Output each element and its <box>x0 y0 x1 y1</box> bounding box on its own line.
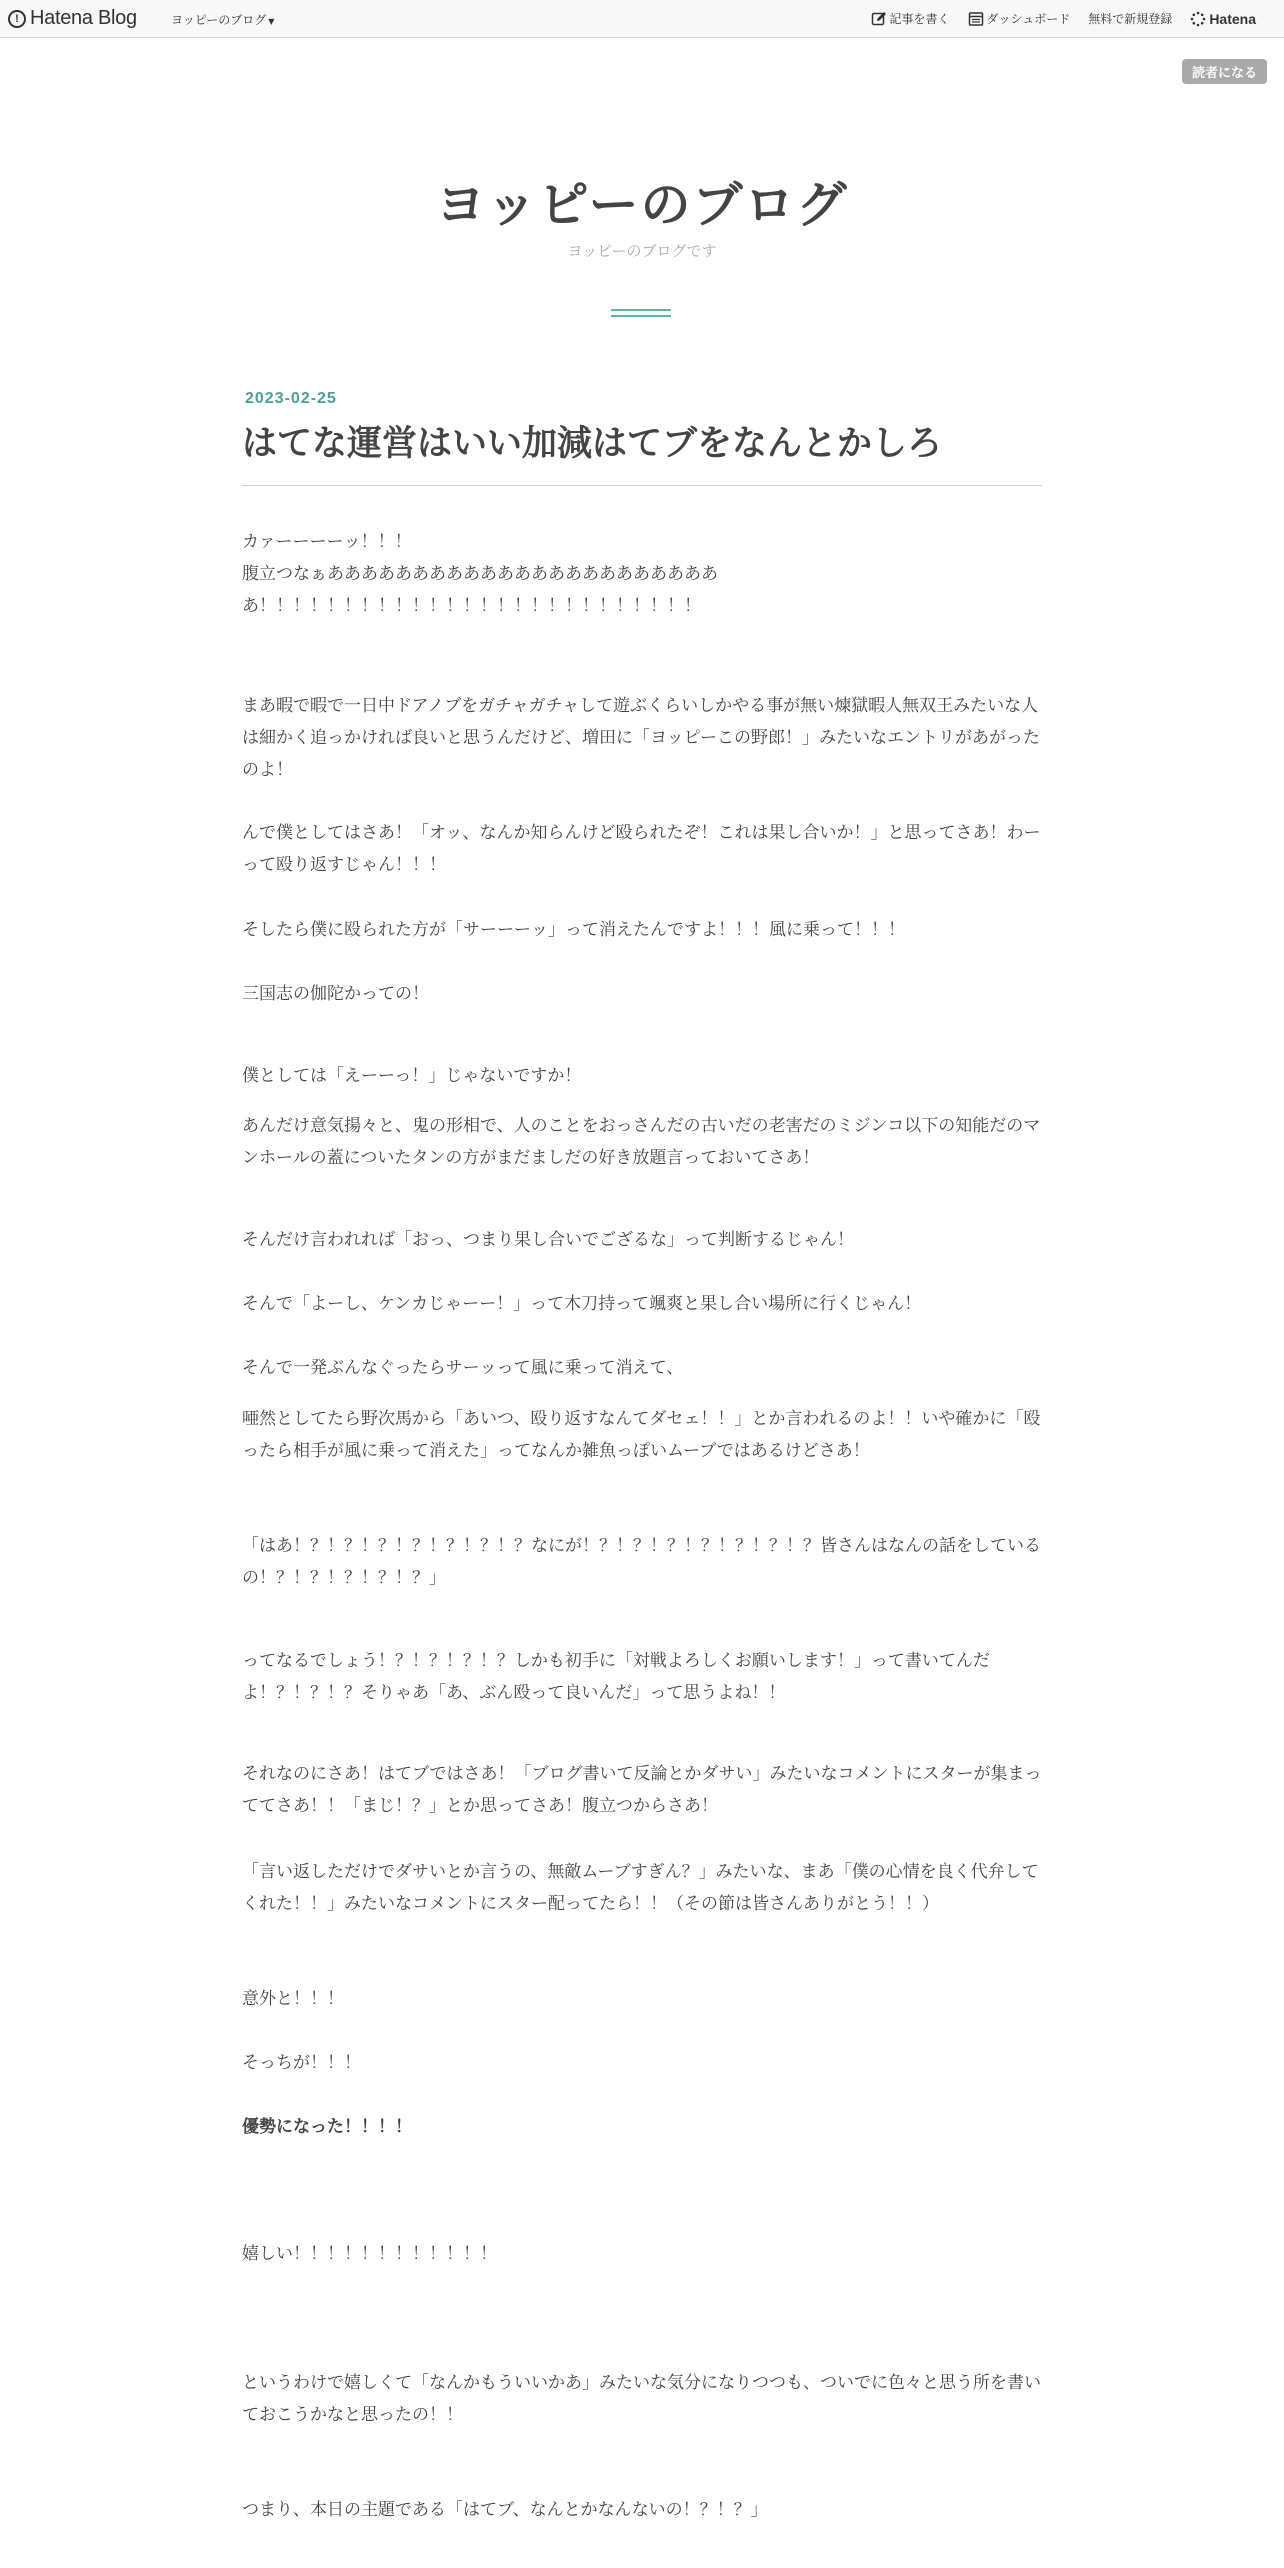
entry-paragraph: 嬉しい！！！！！！！！！！！！ <box>242 2244 497 2264</box>
entry-paragraph: 腹立つなぁあああああああああああああああああああああああ <box>242 564 718 584</box>
strong-text: 優勢になった！！！！ <box>242 2117 412 2137</box>
entry-title-rule <box>242 485 1042 486</box>
entry-paragraph: つまり、本日の主題である「はてブ、なんとかなんないの！？！？」 <box>242 2500 768 2520</box>
hatena-blog-logo[interactable] <box>8 6 137 31</box>
entry-paragraph: あんだけ意気揚々と、鬼の形相で、人のことをおっさんだの古いだの老害だのミジンコ以下の知能だのマンホールの蓋についたタンの方がまだましだの好き放題言っておいてさあ！ <box>242 1116 1041 1168</box>
entry-paragraph: まあ暇で暇で一日中ドアノブをガチャガチャして遊ぶくらいしかやる事が無い煉獄暇人無双王みたいな人は細かく追っかければ良いと思うんだけど、増田に「ヨッピーこの野郎！」みたいなエントリがあがったのよ！ <box>242 696 1040 780</box>
signup-label: 無料で新規登録 <box>1088 12 1173 26</box>
entry-paragraph: あ！！！！！！！！！！！！！！！！！！！！！！！！！！ <box>242 596 701 616</box>
dashboard-label: ダッシュボード <box>986 12 1071 26</box>
entry-paragraph-strong <box>242 2111 1042 2143</box>
entry-paragraph: そしたら僕に殴られた方が「サーーーッ」って消えたんですよ！！！風に乗って！！！ <box>242 920 905 940</box>
entry-paragraph: それなのにさあ！はてブではさあ！「ブログ書いて反論とかダサい」みたいなコメントにスターが集まっててさあ！！「まじ！？」とか思ってさあ！腹立つからさあ！ <box>242 1764 1042 1816</box>
header-actions <box>853 0 1256 37</box>
subscribe-button[interactable]: 読者になる <box>1182 59 1267 84</box>
entry-paragraph: んで僕としてはさあ！「オッ、なんか知らんけど殴られたぞ！これは果し合いか！」と思ってさあ！わーって殴り返すじゃん！！！ <box>242 823 1041 875</box>
entry-paragraph: 「言い返しただけでダサいとか言うの、無敵ムーブすぎん？」みたいな、まあ「僕の心情を良く代弁してくれた！！」みたいなコメントにスター配ってたら！！（その節は皆さんありがとう！！） <box>242 1862 1039 1914</box>
global-header <box>0 0 1284 38</box>
entry-paragraph: そんで「よーし、ケンカじゃーー！」って木刀持って颯爽と果し合い場所に行くじゃん！ <box>242 1294 922 1314</box>
hatena-logo-icon: ! <box>8 10 26 28</box>
entry-paragraph: というわけで嬉しくて「なんかもういいかあ」みたいな気分になりつつも、ついでに色々と思う所を書いておこうかなと思ったの！！ <box>242 2373 1041 2425</box>
write-entry-link[interactable] <box>871 10 950 27</box>
edit-icon <box>871 11 887 27</box>
entry-paragraph: 三国志の伽陀かっての！ <box>242 984 429 1004</box>
entry-paragraph: カァーーーーッ！！！ <box>242 532 412 552</box>
entry-paragraph: そんだけ言われれば「おっ、つまり果し合いでござるな」って判断するじゃん！ <box>242 1230 854 1250</box>
entry-paragraph: 僕としては「えーーっ！」じゃないですか！ <box>242 1066 582 1086</box>
blog-menu[interactable] <box>171 11 274 28</box>
entry-paragraph: 唖然としてたら野次馬から「あいつ、殴り返すなんてダセェ！！」とか言われるのよ！！いや確かに「殴ったら相手が風に乗って消えた」ってなんか雑魚っぽいムーブではあるけどさあ！ <box>242 1409 1041 1461</box>
entry-date[interactable]: 2023-02-25 <box>245 390 337 407</box>
hatena-menu[interactable] <box>1190 11 1256 27</box>
dashboard-icon <box>968 11 984 27</box>
caret-down-icon: ▼ <box>268 17 275 26</box>
title-divider <box>611 309 671 321</box>
entry-paragraph: 「はあ！？！？！？！？！？！？！？なにが！？！？！？！？！？！？！？皆さんはなんの話をしているの！？！？！？！？！？」 <box>242 1536 1041 1588</box>
blog-title[interactable]: ヨッピーのブログ <box>435 176 849 234</box>
entry-paragraph: 意外と！！！ <box>242 1989 344 2009</box>
dashboard-link[interactable] <box>968 10 1071 27</box>
entry-paragraph: ってなるでしょう！？！？！？！？しかも初手に「対戦よろしくお願いします！」って書いてんだよ！？！？！？そりゃあ「あ、ぶん殴って良いんだ」って思うよね！！ <box>242 1651 990 1703</box>
entry-paragraph: そんで一発ぶんなぐったらサーッって風に乗って消えて、 <box>242 1358 684 1378</box>
hatena-dots-icon <box>1190 11 1206 27</box>
logo-text: Hatena Blog <box>30 7 137 29</box>
hatena-label: Hatena <box>1209 10 1256 27</box>
blog-menu-label: ヨッピーのブログ <box>171 13 267 27</box>
entry-paragraph: そっちが！！！ <box>242 2053 361 2073</box>
write-entry-label: 記事を書く <box>889 12 950 26</box>
signup-link[interactable] <box>1088 10 1172 27</box>
blog-description: ヨッピーのブログです <box>567 242 717 260</box>
entry-title[interactable]: はてな運営はいい加減はてブをなんとかしろ <box>242 424 943 464</box>
